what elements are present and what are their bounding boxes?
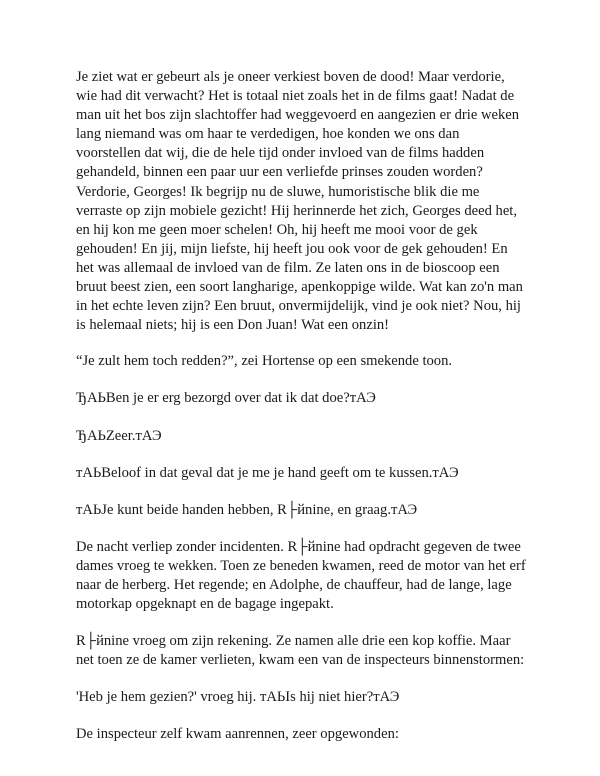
paragraph-2: “Je zult hem toch redden?”, zei Hortense op een smekende toon.	[76, 353, 453, 370]
paragraph-1: Je ziet wat er gebeurt als je oneer verkiest boven de dood! Maar verdorie, wie had dit verwacht? Het is totaal niet zoals het in de films gaat! Nadat de man uit het bos zijn slachtoffer had weggevoerd en aangezien er drie weken lang niemand was om haar te verdedigen, hoe konden we ons dan voorstellen dat wij, die de hele tijd onder invloed van de films hadden gehandeld, binnen een paar uur een verliefde prinses zouden worden? Verdorie, Georges! Ik begrijp nu de sluwe, humoristische blik die me verraste op zijn mobiele gezicht! Hij herinnerde het zich, Georges deed het, en hij kon me geen moer schelen! Oh, hij heeft me mooi voor de gek gehouden! En jij, mijn liefste, hij heeft jou ook voor de gek gehouden! En het was allemaal de invloed van de film. Ze laten ons in de bioscoop een bruut beest zien, een soort langharige, apenkoppige wilde. Wat kan zo'n man in het echte leven zijn? Een bruut, onvermijdelijk, vind je ook niet? Nou, hij is helemaal niets; hij is een Don Juan! Wat een onzin!	[76, 69, 523, 334]
paragraph-3: ЂАЬBen je er erg bezorgd over dat ik dat doe?тАЭ	[76, 390, 376, 407]
paragraph-8: R├йnine vroeg om zijn rekening. Ze namen alle drie een kop koffie. Maar net toen ze de kamer verlieten, kwam een van de inspecteurs binnenstormen:	[76, 633, 525, 669]
paragraph-10: De inspecteur zelf kwam aanrennen, zeer opgewonden:	[76, 726, 399, 743]
paragraph-7: De nacht verliep zonder incidenten. R├йnine had opdracht gegeven de twee dames vroeg te wekken. Toen ze beneden kwamen, reed de motor van het erf naar de herberg. Het regende; en Adolphe, de chauffeur, had de lange, lage motorkap opgeknapt en de bagage ingepakt.	[76, 538, 526, 613]
paragraph-6: тАЬJe kunt beide handen hebben, R├йnine, en graag.тАЭ	[76, 501, 418, 518]
paragraph-4: ЂАЬZeer.тАЭ	[76, 427, 162, 444]
document-page	[76, 68, 526, 763]
paragraph-5: тАЬBeloof in dat geval dat je me je hand geeft om te kussen.тАЭ	[76, 464, 459, 481]
paragraph-9: 'Heb je hem gezien?' vroeg hij. тАЬIs hij niet hier?тАЭ	[76, 689, 400, 706]
